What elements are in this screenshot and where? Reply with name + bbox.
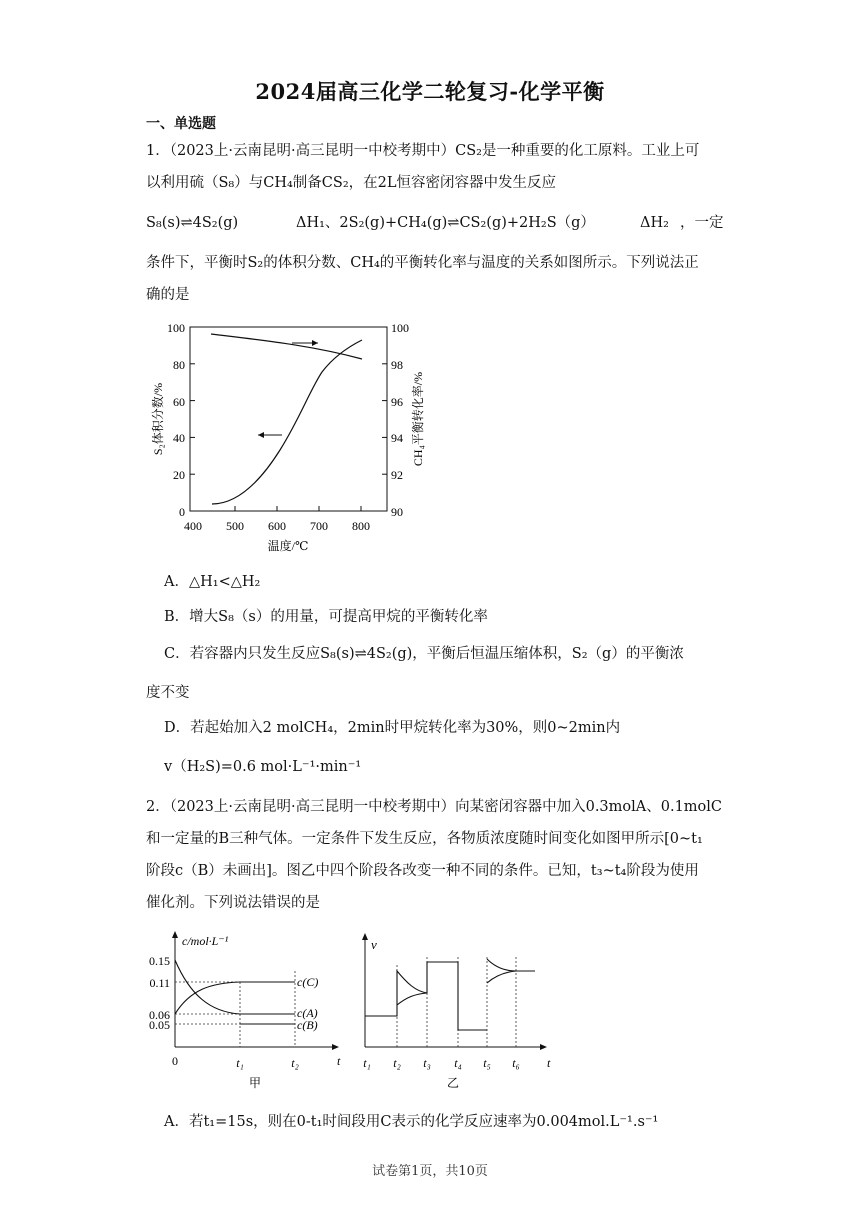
ch4-conversion-curve (211, 334, 362, 359)
label-c-B: c(B) (297, 1018, 318, 1032)
label-c-C: c(C) (297, 975, 319, 989)
y-right-tick-98: 98 (391, 358, 403, 372)
y-right-label: CH₄平衡转化率/% (411, 371, 425, 467)
yi-rate-line-lower (365, 962, 487, 1030)
q2-option-a: A．若t₁=15s，则在0-t₁时间段用C表示的化学反应速率为0.004mol.L⁻¹.s⁻¹ (164, 1114, 659, 1130)
jia-tick-0.06: 0.06 (149, 1008, 170, 1022)
q1-chart-frame (190, 327, 387, 511)
s2-fraction-curve (212, 340, 362, 504)
y-left-tick-60: 60 (173, 395, 185, 409)
jia-x-axis-label: t (337, 1054, 341, 1068)
jia-x-tick-t1: t₁ (236, 1056, 244, 1070)
q2-line3: 阶段c（B）未画出]。图乙中四个阶段各改变一种不同的条件。已知，t₃~t₄阶段为使用 (146, 863, 699, 879)
yi-x-axis-arrow-icon (540, 1044, 547, 1050)
y-left-tick-20: 20 (173, 468, 185, 482)
yi-rate-line-upper (487, 959, 535, 971)
yi-tick-t5: t₅ (483, 1056, 491, 1070)
q2-chart-jia (140, 925, 355, 1095)
page-title: 2024届高三化学二轮复习-化学平衡 (255, 79, 605, 104)
y-right-tick-94: 94 (391, 431, 403, 445)
curve-c-C (175, 982, 295, 1014)
jia-y-label: c/mol·L⁻¹ (182, 934, 229, 948)
q2-chart-yi (355, 925, 565, 1095)
x-tick-700: 700 (310, 519, 328, 533)
q1-eq-c: ΔH₂ (640, 215, 669, 231)
y-left-tick-40: 40 (173, 431, 185, 445)
x-tick-500: 500 (226, 519, 244, 533)
y-right-tick-90: 90 (391, 505, 403, 519)
y-left-tick-100: 100 (167, 321, 185, 335)
yi-rate-branch (397, 971, 427, 1005)
y-right-tick-92: 92 (391, 468, 403, 482)
jia-tick-0.15: 0.15 (149, 954, 170, 968)
q1-option-c-line2: 度不变 (146, 685, 190, 701)
jia-x-tick-t2: t₂ (291, 1056, 299, 1070)
yi-tick-t6: t₆ (512, 1056, 520, 1070)
q1-line1: 1．（2023上·云南昆明·高三昆明一中校考期中）CS₂是一种重要的化工原料。工业上可 (146, 143, 700, 159)
y-left-tick-0: 0 (179, 505, 185, 519)
jia-tick-origin: 0 (172, 1054, 178, 1068)
section-heading: 一、单选题 (146, 116, 216, 132)
curve-c-A (175, 960, 295, 1014)
yi-tick-t4: t₄ (454, 1056, 462, 1070)
y-left-label: S₂体积分数/% (151, 382, 165, 456)
yi-caption: 乙 (446, 1076, 460, 1090)
yi-tick-t1: t₁ (363, 1056, 371, 1070)
x-axis-arrow-icon (332, 1044, 339, 1050)
q1-line5: 确的是 (146, 287, 190, 303)
yi-tick-t3: t₃ (423, 1056, 431, 1070)
label-c-A: c(A) (297, 1006, 318, 1020)
jia-tick-0.11: 0.11 (149, 976, 170, 990)
y-axis-arrow-icon (172, 931, 178, 938)
q1-eq-b: ΔH₁、2S₂(g)+CH₄(g)⇌CS₂(g)+2H₂S（g） (296, 215, 595, 231)
q1-line4: 条件下，平衡时S₂的体积分数、CH₄的平衡转化率与温度的关系如图所示。下列说法正 (146, 255, 699, 271)
page-footer: 试卷第1页，共10页 (372, 1164, 488, 1179)
y-left-tick-80: 80 (173, 358, 185, 372)
x-tick-800: 800 (352, 519, 370, 533)
x-axis-label: 温度/℃ (267, 539, 309, 553)
y-right-tick-100: 100 (391, 321, 409, 335)
jia-caption: 甲 (248, 1076, 262, 1090)
yi-rate-line-upper-b (487, 971, 516, 983)
y-right-tick-96: 96 (391, 395, 403, 409)
x-tick-600: 600 (268, 519, 286, 533)
x-tick-400: 400 (184, 519, 202, 533)
q1-option-c-line1: C．若容器内只发生反应S₈(s)⇌4S₂(g)，平衡后恒温压缩体积，S₂（g）的平衡浓 (164, 646, 684, 662)
q1-option-b: B．增大S₈（s）的用量，可提高甲烷的平衡转化率 (164, 609, 488, 625)
q2-line2: 和一定量的B三种气体。一定条件下发生反应，各物质浓度随时间变化如图甲所示[0~t₁ (146, 831, 703, 847)
yi-tick-t2: t₂ (393, 1056, 401, 1070)
q1-option-d-line1: D．若起始加入2 molCH₄，2min时甲烷转化率为30%，则0~2min内 (164, 720, 621, 736)
q2-line1: 2．（2023上·云南昆明·高三昆明一中校考期中）向某密闭容器中加入0.3molA、0.1molC (146, 799, 723, 815)
q1-eq-d: ，一定 (680, 215, 724, 231)
q1-option-d-line2: v（H₂S)=0.6 mol·L⁻¹·min⁻¹ (164, 759, 362, 775)
yi-x-axis-label: t (547, 1056, 551, 1070)
jia-tick-0.05: 0.05 (149, 1018, 170, 1032)
q1-eq-a: S₈(s)⇌4S₂(g) (146, 215, 239, 231)
q2-line4: 催化剂。下列说法错误的是 (146, 895, 320, 911)
yi-y-axis-arrow-icon (362, 933, 368, 940)
arrow-left-icon (258, 432, 282, 438)
q1-chart (140, 310, 440, 560)
yi-y-label: v (371, 937, 377, 952)
q1-option-a: A．△H₁<△H₂ (164, 574, 261, 590)
q1-line2: 以利用硫（S₈）与CH₄制备CS₂，在2L恒容密闭容器中发生反应 (146, 175, 556, 191)
